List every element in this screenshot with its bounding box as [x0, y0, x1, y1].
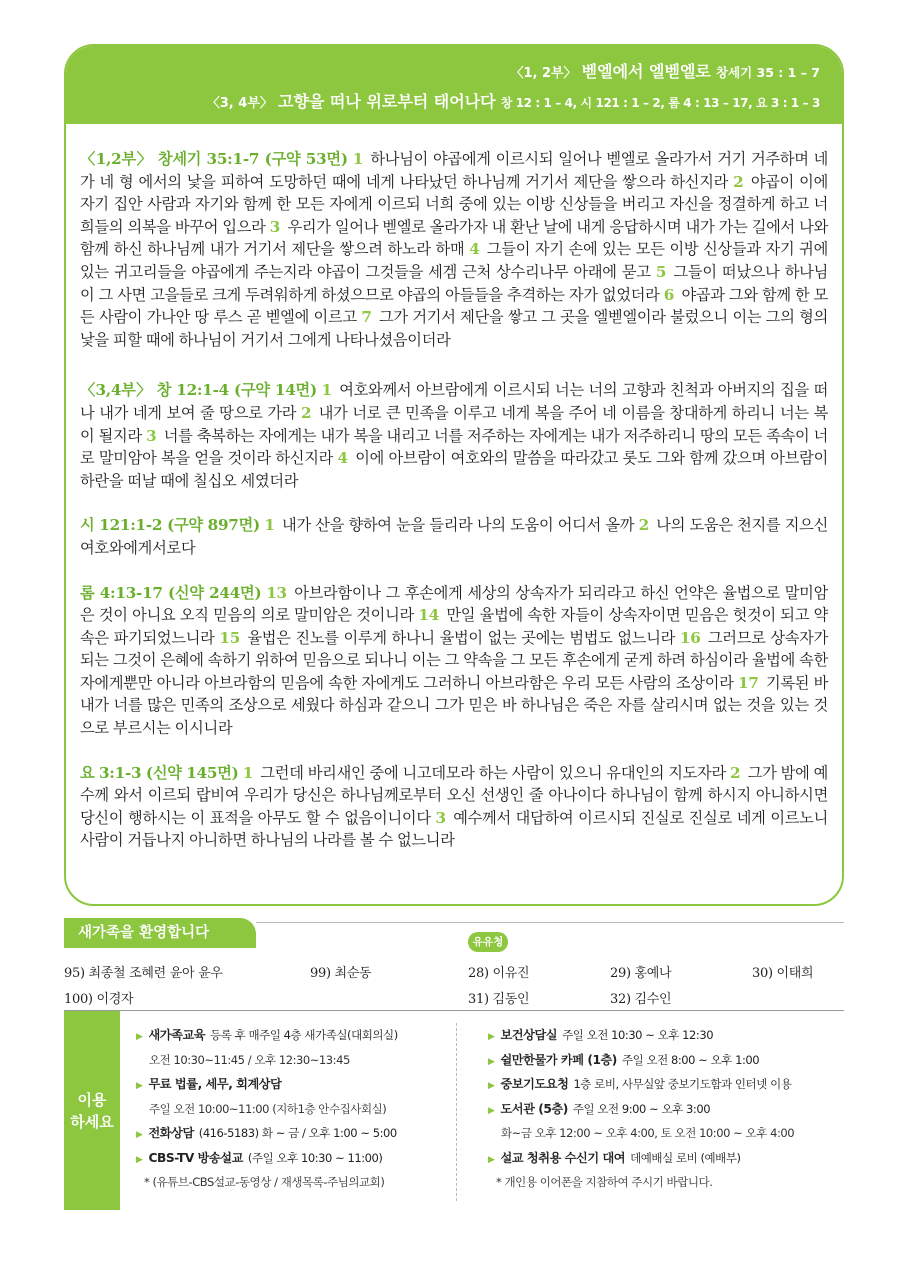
- reading-heading: 〈1,2부〉 창세기 35:1-7 (구약 53면): [80, 150, 348, 168]
- verse-number: 2: [730, 763, 741, 782]
- verse-number: 4: [337, 449, 348, 468]
- verse-text: 내가 너로 큰 민족을 이루고 네게 복을 주어 네 이름을 창대하게 하리니 너는 복이 될지라: [80, 403, 828, 445]
- info-line: [488, 1072, 794, 1097]
- info-item-title: 도서관 (5층): [500, 1101, 568, 1116]
- triangle-icon: ▶: [136, 1081, 143, 1091]
- triangle-icon: ▶: [136, 1032, 143, 1042]
- reading-john-3: [80, 762, 828, 852]
- verse-text: 그들이 자기 손에 있는 모든 이방 신상들과 자기 귀에 있는 귀고리들을 야곱에게 주는지라 야곱이 그것들을 세겜 근처 상수리나무 아래에 묻고: [80, 240, 829, 281]
- info-item-text: * (유튜브-CBS설교-동영상 / 재생목록-주님의교회): [144, 1175, 385, 1189]
- verse-number: 5: [655, 262, 667, 281]
- verse-text: 예수께서 대답하여 이르시되 진실로 진실로 네게 이르노니 사람이 거듭나지 아니하면 하나님의 나라를 볼 수 없느니라: [80, 808, 829, 850]
- new-member-name: 32) 김수인: [610, 992, 672, 1007]
- verse-number: 1: [321, 381, 332, 400]
- verse-text: 우리가 일어나 벧엘로 올라가자 내 환난 날에 내게 응답하시며 내가 가는 길에서 나와 함께 하신 하나님께 내가 거기서 제단을 쌓으려 하노라 하매: [80, 217, 828, 259]
- info-line: [488, 1121, 794, 1146]
- verse-text: 그들이 떠났으나 하나님이 그 사면 고을들로 크게 두려워하게 하셨으므로 야곱의 아들들을 추격하는 자가 없었더라: [80, 262, 829, 304]
- info-line: [488, 1048, 794, 1073]
- reading-heading: 〈3,4부〉 창 12:1-4 (구약 14면): [80, 381, 317, 400]
- info-line: [136, 1146, 398, 1171]
- info-item-title: 새가족교육: [148, 1028, 206, 1042]
- verse-text: 그가 밤에 예수께 와서 이르되 랍비여 우리가 당신은 하나님께로부터 오신 선생인 줄 아나이다 하나님이 함께 하시지 아니하시면 당신이 행하시는 이 표적을 아무도 할 수 없음이니이다: [80, 763, 829, 827]
- info-item-text: 주일 오전 10:00~11:00 (지하1층 안수집사회실): [149, 1101, 387, 1116]
- info-item-title: 전화상담: [148, 1126, 194, 1140]
- sermon-title: 고향을 떠나 위로부터 태어나다: [277, 92, 496, 111]
- reading-psalm-121: [80, 514, 828, 559]
- verse-number: 1: [352, 150, 364, 168]
- scripture-body: [66, 124, 842, 852]
- info-item-title: 쉴만한물가 카페 (1층): [500, 1052, 617, 1067]
- verse-number: 6: [663, 285, 675, 304]
- verse-text: 야곱과 그와 함께 한 모든 사람이 가나안 땅 루스 곧 벧엘에 이르고: [80, 285, 828, 327]
- verse-text: 여호와께서 아브람에게 이르시되 너는 너의 고향과 친척과 아버지의 집을 떠나 내가 네게 보여 줄 땅으로 가라: [80, 381, 828, 422]
- info-line: [488, 1097, 794, 1122]
- welcome-title: 새가족을 환영합니다: [64, 918, 256, 948]
- info-item-text: 주일 오전 8:00 ~ 오후 1:00: [621, 1052, 760, 1067]
- info-section: [64, 1010, 844, 1210]
- verse-number: 14: [418, 606, 440, 625]
- info-column-left: [136, 1023, 398, 1195]
- info-line: [488, 1146, 794, 1171]
- verse-number: 3: [435, 808, 446, 827]
- info-item-title: 무료 법률, 세무, 회계상담: [148, 1077, 282, 1091]
- verse-number: 15: [219, 628, 241, 647]
- sermon-banner: [66, 46, 842, 124]
- info-item-text: 1층 로비, 사무실앞 중보기도함과 인터넷 이용: [573, 1077, 792, 1091]
- verse-number: 4: [469, 240, 480, 259]
- verse-text: 그러므로 상속자가 되는 그것이 은혜에 속하기 위하여 믿음으로 되나니 이는 그 약속을 그 모든 후손에게 굳게 하려 하심이라 율법에 속한 자에게뿐만 아니라 아브라함의 믿음에 속한 자에게도 그러하니 아브라함은 우리 모든 사람의 조상이라: [80, 628, 829, 692]
- sermon-title: 벧엘에서 엘벧엘로: [581, 62, 711, 81]
- reading-heading: 롬 4:13-17 (신약 244면): [80, 583, 262, 602]
- new-member-name: 95) 최종철 조혜련 윤아 윤우: [64, 966, 223, 981]
- new-member-name: 31) 김동인: [468, 992, 530, 1007]
- verse-number: 1: [242, 763, 254, 782]
- verse-text: 하나님이 야곱에게 이르시되 일어나 벧엘로 올라가서 거기 거주하며 네가 네 형 에서의 낯을 피하여 도망하던 때에 네게 나타났던 하나님께 거기서 제단을 쌓으라 하신지라: [80, 150, 828, 191]
- info-item-text: 등록 후 매주일 4층 새가족실(대회의실): [210, 1028, 398, 1042]
- info-line: [136, 1048, 398, 1073]
- triangle-icon: ▶: [488, 1154, 495, 1165]
- scripture-reference: 창세기 35 : 1 – 7: [715, 65, 820, 80]
- verse-number: 2: [301, 403, 312, 422]
- info-line: [488, 1170, 794, 1195]
- info-item-text: 화~금 오후 12:00 ~ 오후 4:00, 토 오전 10:00 ~ 오후 4:00: [501, 1126, 795, 1140]
- verse-number: 13: [266, 583, 287, 602]
- info-line: [136, 1072, 398, 1097]
- triangle-icon: ▶: [136, 1154, 143, 1165]
- info-item-text: * 개인용 이어폰을 지참하여 주시기 바랍니다.: [496, 1175, 713, 1189]
- triangle-icon: ▶: [488, 1056, 495, 1067]
- new-member-name: 30) 이태희: [752, 966, 814, 981]
- scripture-card: [64, 44, 844, 906]
- verse-text: 기록된 바 내가 너를 많은 민족의 조상으로 세웠다 하심과 같으니 그가 믿은 바 하나님은 죽은 자를 살리시며 없는 것을 있는 것으로 부르시는 이시니라: [80, 673, 828, 738]
- scripture-reference: 창 12 : 1 – 4, 시 121 : 1 – 2, 롬 4 : 13 – 17, 요 3 : 1 – 3: [500, 96, 820, 110]
- info-label-line: 하세요: [70, 1112, 114, 1131]
- reading-heading: 시 121:1-2 (구약 897면): [80, 516, 260, 535]
- info-line: [136, 1023, 398, 1048]
- verse-text: 율법은 진노를 이루게 하나니 율법이 없는 곳에는 범법도 없느니라: [247, 628, 676, 647]
- info-line: [136, 1170, 398, 1195]
- verse-text: 내가 산을 향하여 눈을 들리라 나의 도움이 어디서 올까: [282, 516, 635, 535]
- info-item-text: 주일 오전 10:30 ~ 오후 12:30: [562, 1028, 714, 1042]
- info-item-title: 보건상담실: [500, 1028, 558, 1042]
- verse-number: 3: [146, 426, 157, 445]
- info-line: [136, 1097, 398, 1122]
- info-label: [64, 1011, 120, 1210]
- new-member-name: 28) 이유진: [468, 966, 530, 981]
- new-member-name: 99) 최순동: [310, 966, 372, 981]
- verse-number: 3: [269, 217, 281, 236]
- verse-text: 너를 축복하는 자에게는 내가 복을 내리고 너를 저주하는 자에게는 내가 저주하리니 땅의 모든 족속이 너로 말미암아 복을 얻을 것이라 하신지라: [80, 426, 828, 468]
- info-item-text: 데예배실 로비 (예배부): [630, 1150, 741, 1165]
- triangle-icon: ▶: [136, 1130, 143, 1140]
- info-item-title: CBS-TV 방송설교: [148, 1150, 243, 1165]
- sermon-title-line-1: [66, 58, 820, 88]
- info-item-title: 중보기도요청: [500, 1077, 569, 1091]
- triangle-icon: ▶: [488, 1105, 495, 1116]
- reading-genesis-35: [80, 148, 828, 351]
- verse-text: 만일 율법에 속한 자들이 상속자이면 믿음은 헛것이 되고 약속은 파기되었느니라: [80, 606, 829, 647]
- verse-number: 2: [733, 172, 744, 191]
- info-item-text: (주일 오후 10:30 ~ 11:00): [247, 1150, 383, 1165]
- verse-text: 나의 도움은 천지를 지으신 여호와에게서로다: [80, 516, 829, 557]
- reading-genesis-12: [80, 379, 828, 492]
- youth-badge: 유유청: [468, 932, 508, 952]
- reading-romans-4: [80, 582, 828, 740]
- service-label: 〈3, 4부〉: [206, 96, 273, 111]
- info-item-text: (416-5183) 화 ~ 금 / 오후 1:00 ~ 5:00: [198, 1126, 397, 1140]
- verse-number: 17: [737, 673, 759, 692]
- info-column-right: [488, 1023, 794, 1195]
- info-label-line: 이용: [77, 1090, 107, 1109]
- welcome-section: [64, 918, 844, 1008]
- new-member-name: 29) 홍예나: [610, 966, 672, 981]
- divider: [256, 922, 844, 923]
- verse-number: 2: [638, 516, 649, 535]
- info-item-title: 설교 청취용 수신기 대여: [500, 1150, 626, 1165]
- info-line: [136, 1121, 398, 1146]
- info-item-text: 오전 10:30~11:45 / 오후 12:30~13:45: [149, 1052, 350, 1067]
- sermon-title-line-2: [66, 88, 820, 118]
- triangle-icon: ▶: [488, 1032, 495, 1042]
- service-label: 〈1, 2부〉: [510, 66, 577, 81]
- info-line: [488, 1023, 794, 1048]
- verse-number: 7: [361, 308, 372, 327]
- verse-text: 아브라함이나 그 후손에게 세상의 상속자가 되리라고 하신 언약은 율법으로 말미암은 것이 아니요 오직 믿음의 의로 말미암은 것이니라: [80, 583, 829, 625]
- verse-number: 16: [679, 628, 701, 647]
- verse-text: 야곱이 이에 자기 집안 사람과 자기와 함께 한 모든 자에게 이르되 너희 중에 있는 이방 신상들을 버리고 자신을 정결하게 하고 너희들의 의복을 바꾸어 입으라: [80, 172, 829, 236]
- reading-heading: 요 3:1-3 (신약 145면): [80, 763, 239, 782]
- triangle-icon: ▶: [488, 1081, 495, 1091]
- verse-text: 그가 거기서 제단을 쌓고 그 곳을 엘벧엘이라 불렀으니 이는 그의 형의 낯을 피할 때에 하나님이 거기서 그에게 나타나셨음이더라: [80, 308, 829, 349]
- divider: [456, 1023, 457, 1201]
- verse-text: 그런데 바리새인 중에 니고데모라 하는 사람이 있으니 유대인의 지도자라: [260, 763, 726, 782]
- new-member-name: 100) 이경자: [64, 992, 134, 1007]
- verse-text: 이에 아브람이 여호와의 말씀을 따라갔고 롯도 그와 함께 갔으며 아브람이 하란을 떠날 때에 칠십오 세였더라: [80, 449, 828, 490]
- verse-number: 1: [264, 516, 275, 535]
- info-item-text: 주일 오전 9:00 ~ 오후 3:00: [572, 1101, 711, 1116]
